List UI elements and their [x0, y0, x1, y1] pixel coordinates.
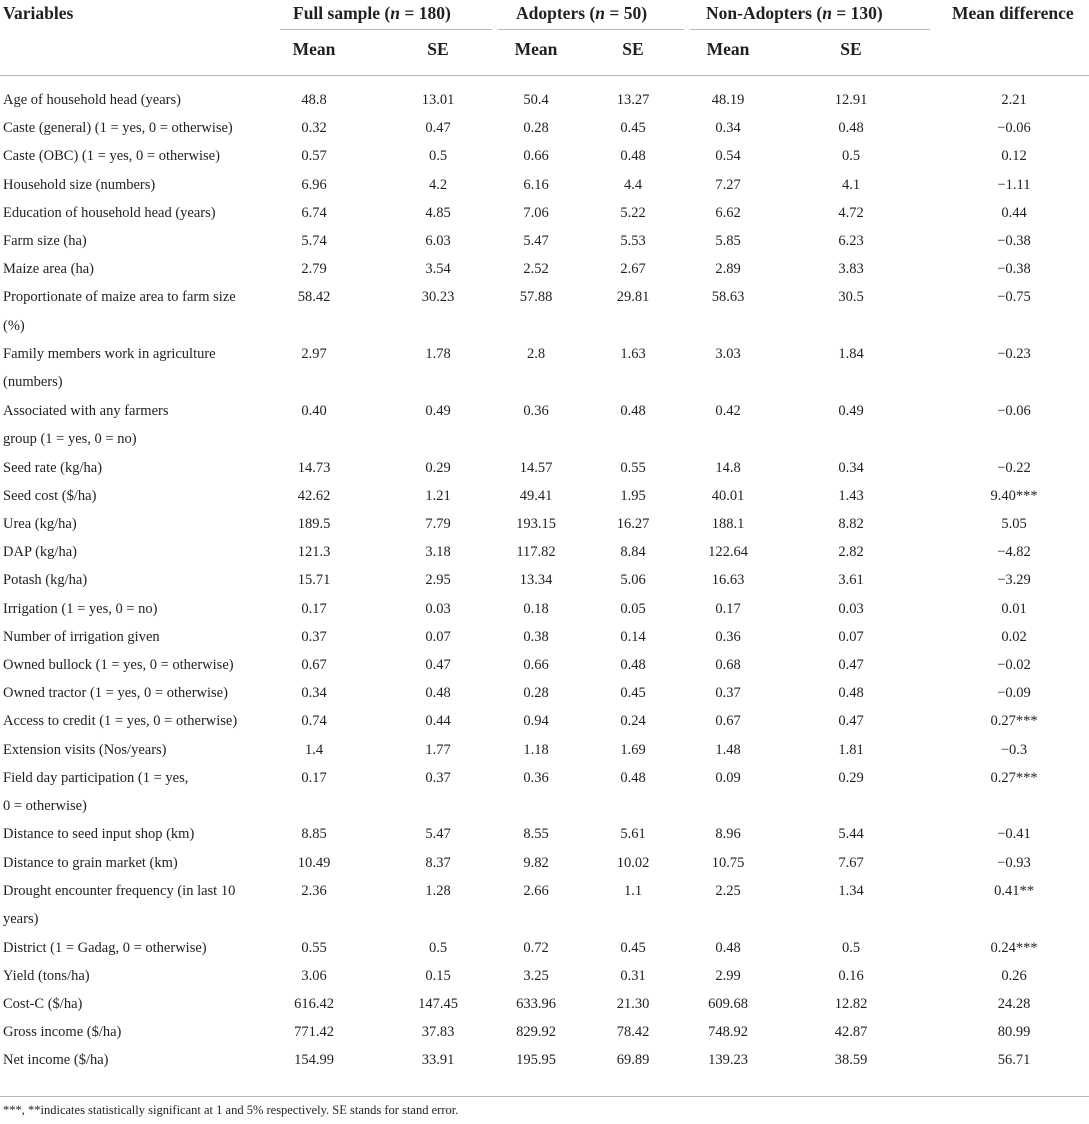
table-cell: 2.67: [620, 261, 646, 278]
table-cell: 30.5: [838, 289, 864, 306]
table-cell: 0.55: [620, 459, 646, 476]
header-full-sample: Full sample (n = 180): [293, 3, 451, 23]
table-cell: 188.1: [711, 515, 745, 532]
table-cell: 2.99: [715, 967, 741, 984]
cell-mean-difference: 0.44: [1001, 204, 1027, 221]
table-cell: 2.8: [526, 346, 546, 363]
table-cell: 37.83: [421, 1024, 455, 1041]
table-cell: 3.83: [838, 261, 864, 278]
table-cell: 0.42: [715, 402, 741, 419]
table-cell: 0.48: [620, 148, 646, 165]
table-cell: 0.48: [620, 769, 646, 786]
cell-mean-difference: −0.38: [997, 233, 1031, 249]
table-cell: 0.34: [715, 120, 741, 137]
table-cell: 16.27: [616, 515, 650, 532]
table-cell: 0.72: [523, 939, 549, 956]
table-cell: 0.34: [301, 685, 327, 702]
table-cell: 0.5: [841, 148, 861, 165]
table-cell: 0.36: [523, 402, 549, 419]
table-cell: 633.96: [516, 995, 556, 1012]
row-label: Drought encounter frequency (in last 10: [3, 882, 236, 899]
table-cell: 0.44: [425, 713, 451, 730]
cell-mean-difference: −0.38: [997, 261, 1031, 278]
table-cell: 0.55: [301, 939, 327, 956]
table-cell: 0.48: [620, 656, 646, 673]
table-cell: 0.03: [838, 600, 864, 617]
table-cell: 6.23: [838, 233, 864, 249]
table-cell: 0.45: [620, 120, 646, 137]
table-cell: 2.36: [301, 882, 327, 899]
table-cell: 8.84: [620, 544, 646, 561]
row-label: Associated with any farmers: [3, 402, 169, 419]
table-cell: 13.34: [519, 572, 553, 589]
table-cell: 0.07: [838, 628, 864, 645]
table-cell: 3.61: [838, 572, 864, 589]
table-cell: 5.22: [620, 204, 646, 221]
table-cell: 0.16: [838, 967, 864, 984]
table-cell: 0.94: [523, 713, 549, 730]
row-label: Family members work in agriculture: [3, 346, 216, 363]
subheader-non-adopters-se: SE: [840, 39, 862, 59]
table-cell: 1.18: [523, 741, 549, 758]
cell-mean-difference: −0.3: [1000, 741, 1028, 758]
table-cell: 48.8: [301, 92, 327, 108]
table-cell: 0.48: [715, 939, 741, 956]
subheader-non-adopters-mean: Mean: [706, 39, 750, 59]
table-cell: 195.95: [516, 1052, 556, 1069]
table-cell: 7.06: [523, 204, 549, 221]
table-cell: 49.41: [519, 487, 553, 504]
subheader-adopters-mean: Mean: [514, 39, 558, 59]
table-cell: 10.49: [297, 854, 331, 871]
table-cell: 7.79: [425, 515, 451, 532]
table-cell: 0.03: [425, 600, 451, 617]
cell-mean-difference: −1.11: [997, 176, 1031, 193]
table-cell: 1.28: [425, 882, 451, 899]
table-cell: 69.89: [616, 1052, 650, 1069]
row-label-continued: (numbers): [3, 374, 63, 391]
table-cell: 0.5: [428, 148, 448, 165]
table-cell: 0.36: [715, 628, 741, 645]
table-cell: 771.42: [294, 1024, 334, 1041]
table-cell: 0.5: [428, 939, 448, 956]
table-cell: 1.1: [623, 882, 643, 899]
table-cell: 5.74: [301, 233, 327, 249]
table-cell: 1.95: [620, 487, 646, 504]
table-cell: 2.79: [301, 261, 327, 278]
table-cell: 21.30: [616, 995, 650, 1012]
table-cell: 0.24: [620, 713, 646, 730]
table-bottom-rule: [0, 1096, 1089, 1097]
table-cell: 0.67: [301, 656, 327, 673]
table-cell: 12.91: [834, 92, 868, 108]
table-cell: 0.29: [425, 459, 451, 476]
table-cell: 0.68: [715, 656, 741, 673]
row-label: Owned tractor (1 = yes, 0 = otherwise): [3, 685, 228, 702]
cell-mean-difference: 56.71: [997, 1052, 1031, 1069]
table-cell: 829.92: [516, 1024, 556, 1041]
row-label: Proportionate of maize area to farm size: [3, 289, 236, 306]
table-cell: 14.73: [297, 459, 331, 476]
table-cell: 0.28: [523, 120, 549, 137]
cell-mean-difference: 0.02: [1001, 628, 1027, 645]
table-cell: 1.4: [304, 741, 324, 758]
row-label: Urea (kg/ha): [3, 515, 77, 532]
table-cell: 0.15: [425, 967, 451, 984]
header-non-adopters: Non-Adopters (n = 130): [706, 3, 883, 23]
table-cell: 2.25: [715, 882, 741, 899]
row-label-continued: (%): [3, 317, 25, 334]
table-cell: 10.75: [711, 854, 745, 871]
table-cell: 4.85: [425, 204, 451, 221]
cell-mean-difference: 0.41**: [994, 882, 1034, 899]
table-cell: 0.48: [838, 120, 864, 137]
table-cell: 0.74: [301, 713, 327, 730]
table-cell: 616.42: [294, 995, 334, 1012]
table-cell: 0.07: [425, 628, 451, 645]
cell-mean-difference: −0.09: [997, 685, 1031, 702]
cell-mean-difference: 9.40***: [990, 487, 1038, 504]
table-cell: 0.17: [301, 600, 327, 617]
table-cell: 3.06: [301, 967, 327, 984]
header-mean-difference: Mean difference: [952, 3, 1074, 23]
table-cell: 14.57: [519, 459, 553, 476]
subheader-full-mean: Mean: [292, 39, 336, 59]
table-cell: 0.29: [838, 769, 864, 786]
table-cell: 6.74: [301, 204, 327, 221]
table-cell: 0.47: [425, 120, 451, 137]
cell-mean-difference: −4.82: [997, 544, 1031, 561]
row-label: Maize area (ha): [3, 261, 94, 278]
group-rule-adopters: [498, 29, 684, 30]
row-label: Yield (tons/ha): [3, 967, 90, 984]
table-cell: 0.38: [523, 628, 549, 645]
table-cell: 78.42: [616, 1024, 650, 1041]
table-cell: 1.77: [425, 741, 451, 758]
table-cell: 1.84: [838, 346, 864, 363]
table-cell: 117.82: [516, 544, 556, 561]
table-cell: 139.23: [708, 1052, 748, 1069]
table-cell: 6.96: [301, 176, 327, 193]
table-cell: 5.85: [715, 233, 741, 249]
table-cell: 16.63: [711, 572, 745, 589]
table-cell: 1.78: [425, 346, 451, 363]
row-label: District (1 = Gadag, 0 = otherwise): [3, 939, 207, 956]
row-label: Access to credit (1 = yes, 0 = otherwise): [3, 713, 238, 730]
table-cell: 40.01: [711, 487, 745, 504]
table-cell: 2.52: [523, 261, 549, 278]
table-cell: 0.66: [523, 656, 549, 673]
table-cell: 10.02: [616, 854, 650, 871]
table-cell: 4.1: [841, 176, 861, 193]
cell-mean-difference: 5.05: [1001, 515, 1027, 532]
table-cell: 0.49: [425, 402, 451, 419]
cell-mean-difference: 24.28: [997, 995, 1031, 1012]
table-cell: 3.18: [425, 544, 451, 561]
subheader-full-se: SE: [427, 39, 449, 59]
table-cell: 12.82: [834, 995, 868, 1012]
table-cell: 57.88: [519, 289, 553, 306]
row-label: Household size (numbers): [3, 176, 156, 193]
table-cell: 4.2: [428, 176, 448, 193]
table-cell: 0.36: [523, 769, 549, 786]
row-label-continued: group (1 = yes, 0 = no): [3, 431, 137, 447]
table-cell: 0.40: [301, 402, 327, 419]
table-cell: 3.54: [425, 261, 451, 278]
cell-mean-difference: 0.24***: [990, 939, 1038, 956]
table-cell: 6.16: [523, 176, 549, 193]
row-label: Age of household head (years): [3, 92, 181, 108]
table-cell: 1.63: [620, 346, 646, 363]
table-cell: 193.15: [516, 515, 556, 532]
table-cell: 58.63: [711, 289, 745, 306]
table-cell: 14.8: [715, 459, 741, 476]
row-label: Field day participation (1 = yes,: [3, 769, 189, 786]
table-cell: 121.3: [297, 544, 331, 561]
table-cell: 30.23: [421, 289, 455, 306]
table-cell: 29.81: [616, 289, 650, 306]
table-cell: 2.66: [523, 882, 549, 899]
table-cell: 0.47: [838, 713, 864, 730]
table-cell: 42.62: [297, 487, 331, 504]
cell-mean-difference: 0.27***: [990, 713, 1038, 730]
table-cell: 5.61: [620, 826, 646, 843]
table-cell: 13.27: [616, 92, 650, 108]
cell-mean-difference: 2.21: [1001, 92, 1027, 108]
row-label: Seed rate (kg/ha): [3, 459, 103, 476]
table-cell: 0.37: [715, 685, 741, 702]
table-cell: 42.87: [834, 1024, 868, 1041]
group-rule-non-adopters: [690, 29, 930, 30]
table-cell: 2.95: [425, 572, 451, 589]
table-cell: 6.03: [425, 233, 451, 249]
table-cell: 9.82: [523, 854, 549, 871]
group-rule-full-sample: [280, 29, 492, 30]
cell-mean-difference: −0.41: [997, 826, 1031, 843]
table-cell: 5.53: [620, 233, 646, 249]
table-cell: 0.37: [301, 628, 327, 645]
table-cell: 13.01: [421, 92, 455, 108]
table-cell: 122.64: [708, 544, 748, 561]
row-label: Owned bullock (1 = yes, 0 = otherwise): [3, 656, 234, 673]
row-label: Irrigation (1 = yes, 0 = no): [3, 600, 158, 617]
row-label: Seed cost ($/ha): [3, 487, 97, 504]
table-cell: 5.47: [425, 826, 451, 843]
table-cell: 8.37: [425, 854, 451, 871]
table-cell: 0.48: [838, 685, 864, 702]
row-label: Gross income ($/ha): [3, 1024, 122, 1041]
row-label: Potash (kg/ha): [3, 572, 88, 589]
table-cell: 0.37: [425, 769, 451, 786]
subheader-adopters-se: SE: [622, 39, 644, 59]
cell-mean-difference: 0.27***: [990, 769, 1038, 786]
table-cell: 1.43: [838, 487, 864, 504]
table-cell: 748.92: [708, 1024, 748, 1041]
row-label: Extension visits (Nos/years): [3, 741, 167, 758]
cell-mean-difference: −0.93: [997, 854, 1031, 871]
table-cell: 147.45: [418, 995, 458, 1012]
row-label: Distance to grain market (km): [3, 854, 178, 871]
row-label: Cost-C ($/ha): [3, 995, 83, 1012]
table-cell: 0.48: [425, 685, 451, 702]
table-cell: 609.68: [708, 995, 748, 1012]
table-cell: 0.45: [620, 685, 646, 702]
table-cell: 0.31: [620, 967, 646, 984]
table-cell: 0.32: [301, 120, 327, 137]
table-cell: 0.48: [620, 402, 646, 419]
table-cell: 2.97: [301, 346, 327, 363]
table-cell: 6.62: [715, 204, 741, 221]
table-cell: 3.03: [715, 346, 741, 363]
row-label: Education of household head (years): [3, 204, 216, 221]
table-cell: 0.05: [620, 600, 646, 617]
table-cell: 1.81: [838, 741, 864, 758]
table-cell: 8.85: [301, 826, 327, 843]
table-cell: 0.54: [715, 148, 741, 165]
table-cell: 4.72: [838, 204, 864, 221]
table-cell: 5.44: [838, 826, 864, 843]
table-cell: 15.71: [297, 572, 331, 589]
cell-mean-difference: −0.22: [997, 459, 1031, 476]
table-cell: 0.47: [425, 656, 451, 673]
table-cell: 5.06: [620, 572, 646, 589]
table-cell: 7.27: [715, 176, 741, 193]
header-variables: Variables: [3, 3, 74, 23]
table-cell: 0.5: [841, 939, 861, 956]
table-cell: 0.28: [523, 685, 549, 702]
row-label-continued: 0 = otherwise): [3, 797, 87, 814]
table-cell: 8.96: [715, 826, 741, 843]
cell-mean-difference: 0.12: [1001, 148, 1027, 165]
cell-mean-difference: −0.23: [997, 346, 1031, 363]
row-label: Caste (general) (1 = yes, 0 = otherwise): [3, 120, 233, 137]
table-cell: 0.45: [620, 939, 646, 956]
table-cell: 8.55: [523, 826, 549, 843]
table-cell: 7.67: [838, 854, 864, 871]
table-cell: 33.91: [421, 1052, 455, 1069]
row-label: Caste (OBC) (1 = yes, 0 = otherwise): [3, 148, 220, 165]
cell-mean-difference: 80.99: [997, 1024, 1031, 1041]
row-label-continued: years): [3, 911, 39, 927]
table-cell: 0.47: [838, 656, 864, 673]
cell-mean-difference: −0.06: [997, 402, 1031, 419]
table-cell: 0.34: [838, 459, 864, 476]
cell-mean-difference: −0.06: [997, 120, 1031, 137]
table-cell: 1.48: [715, 741, 741, 758]
row-label: Net income ($/ha): [3, 1052, 109, 1069]
cell-mean-difference: −0.75: [997, 289, 1031, 306]
table-cell: 0.17: [301, 769, 327, 786]
table-cell: 38.59: [834, 1052, 868, 1069]
table-cell: 0.18: [523, 600, 549, 617]
table-cell: 0.67: [715, 713, 741, 730]
row-label: DAP (kg/ha): [3, 544, 77, 561]
table-cell: 2.89: [715, 261, 741, 278]
table-cell: 58.42: [297, 289, 331, 306]
table-cell: 3.25: [523, 967, 549, 984]
header-rule: [0, 75, 1089, 76]
cell-mean-difference: −3.29: [997, 572, 1031, 589]
table-cell: 48.19: [711, 92, 745, 108]
table-cell: 0.17: [715, 600, 741, 617]
table-cell: 1.21: [425, 487, 451, 504]
row-label: Farm size (ha): [3, 233, 87, 249]
table-cell: 1.69: [620, 741, 646, 758]
table-cell: 8.82: [838, 515, 864, 532]
row-label: Distance to seed input shop (km): [3, 826, 195, 843]
table-cell: 2.82: [838, 544, 864, 561]
cell-mean-difference: −0.02: [997, 656, 1031, 673]
table-cell: 0.57: [301, 148, 327, 165]
row-label: Number of irrigation given: [3, 628, 160, 645]
table-cell: 0.14: [620, 628, 646, 645]
table-cell: 4.4: [623, 176, 643, 193]
cell-mean-difference: 0.26: [1001, 967, 1027, 984]
table-cell: 0.09: [715, 769, 741, 786]
table-footnote: ***, **indicates statistically significant at 1 and 5% respectively. SE stands for stand error.: [3, 1103, 459, 1117]
table-cell: 154.99: [294, 1052, 334, 1069]
table-cell: 50.4: [523, 92, 549, 108]
cell-mean-difference: 0.01: [1001, 600, 1027, 617]
table-cell: 189.5: [297, 515, 331, 532]
table-cell: 0.66: [523, 148, 549, 165]
table-cell: 1.34: [838, 882, 864, 899]
table-cell: 5.47: [523, 233, 549, 249]
table-cell: 0.49: [838, 402, 864, 419]
header-adopters: Adopters (n = 50): [516, 3, 648, 23]
